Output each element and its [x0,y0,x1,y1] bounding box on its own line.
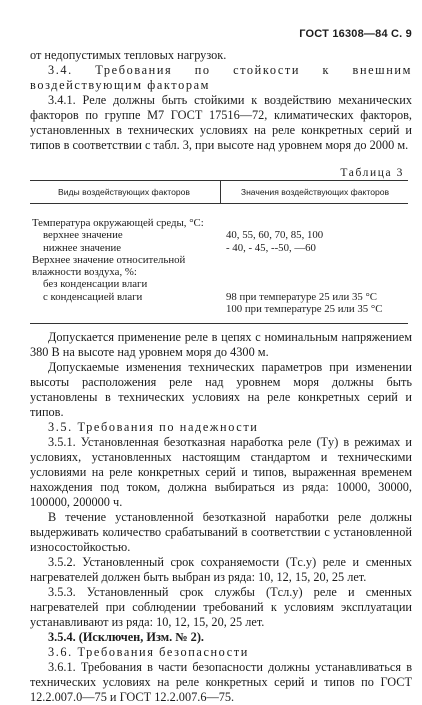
paragraph-3-5-1-b: В течение установленной безотказной наработки реле должны выдерживать количество срабатываний в соответствии с установленной износостойкостью. [30,510,412,554]
table-value-condensation: 100 при температуре 25 или 35 °С [226,303,383,316]
paragraph-3-4-1: 3.4.1. Реле должны быть стойкими к воздействию механических факторов по группе М7 ГОСТ 17516—72, климатических факторов, установленных в технических условиях на реле конкретных серий и типов в соответствии с табл. 3, при высоте над уровнем моря до 2000 м. [30,93,412,152]
table-header [30,181,408,204]
table-value-spacer-2 [226,254,406,291]
table-row-condensation: с конденсацией влаги [43,290,143,303]
table-value-lower: - 40, - 45, --50, —60 [226,241,316,254]
paragraph-3-6-1: 3.6.1. Требования в части безопасности должны устанавливаться в технических условиях на реле конкретных серий и типов по ГОСТ 12.2.007.0—75 и ГОСТ 12.2.007.6—75. [30,660,412,704]
text-block-top [30,48,412,153]
page-header: ГОСТ 16308—84 С. 9 [299,28,412,40]
table-left-column [32,217,218,303]
paragraph-3-5-4: 3.5.4. (Исключен, Изм. № 2). [48,630,205,644]
table-header-divider [220,181,221,203]
table-value-upper: 40, 55, 60, 70, 85, 100 [226,229,324,242]
paragraph-380v: Допускается применение реле в цепях с номинальным напряжением 380 В на высоте над уровнем моря до 4300 м. [30,330,412,359]
section-3-6-title: 3.6. Требования безопасности [48,645,249,659]
paragraph-3-5-2: 3.5.2. Установленный срок сохраняемости (Tс.у) реле и сменных нагревателей должен быть выбран из ряда: 10, 12, 15, 20, 25 лет. [30,555,412,584]
text-block-bottom [30,330,412,705]
paragraph-altitude-changes: Допускаемые изменения технических параметров при изменении высоты расположения реле над уровнем моря должны быть установлены в технических условиях на реле конкретных серий и типов. [30,360,412,419]
paragraph-3-5-3: 3.5.3. Установленный срок службы (Tсл.у) реле и сменных нагревателей при соблюдении требований к условиям эксплуатации устанавливают из ряда: 10, 12, 15, 20, 25 лет. [30,585,412,629]
table-caption: Таблица 3 [340,167,404,179]
table-row-upper-value: верхнее значение [43,229,123,242]
section-3-5-title: 3.5. Требования по надежности [48,420,259,434]
table-value-no-condensation: 98 при температуре 25 или 35 °С [226,290,377,303]
table-header-values: Значения воздействующих факторов [240,187,390,197]
section-3-4-title: 3.4. Требования по стойкости к внешним воздействующим факторам [30,63,412,92]
table-right-column [226,217,406,315]
table-row-no-condensation: без конденсации влаги [43,278,148,291]
table-row-temperature: Температура окружающей среды, °С: [32,217,204,229]
table-row-lower-value: нижнее значение [43,241,122,254]
paragraph-3-5-1: 3.5.1. Установленная безотказная наработка реле (Tу) в режимах и условиях, установленных настоящим стандартом и техническими условиями на реле конкретных серий и типов, выраженная временем нахождения под током, должна выбираться из ряда: 10000, 30000, 100000, 200000 ч. [30,435,412,509]
paragraph-continuation: от недопустимых тепловых нагрузок. [30,48,227,62]
table-header-factors: Виды воздействующих факторов [58,187,190,197]
table-row-humidity: Верхнее значение относительной влажности воздуха, %: [32,253,186,279]
table-value-spacer [226,217,406,229]
table-3 [30,180,408,324]
